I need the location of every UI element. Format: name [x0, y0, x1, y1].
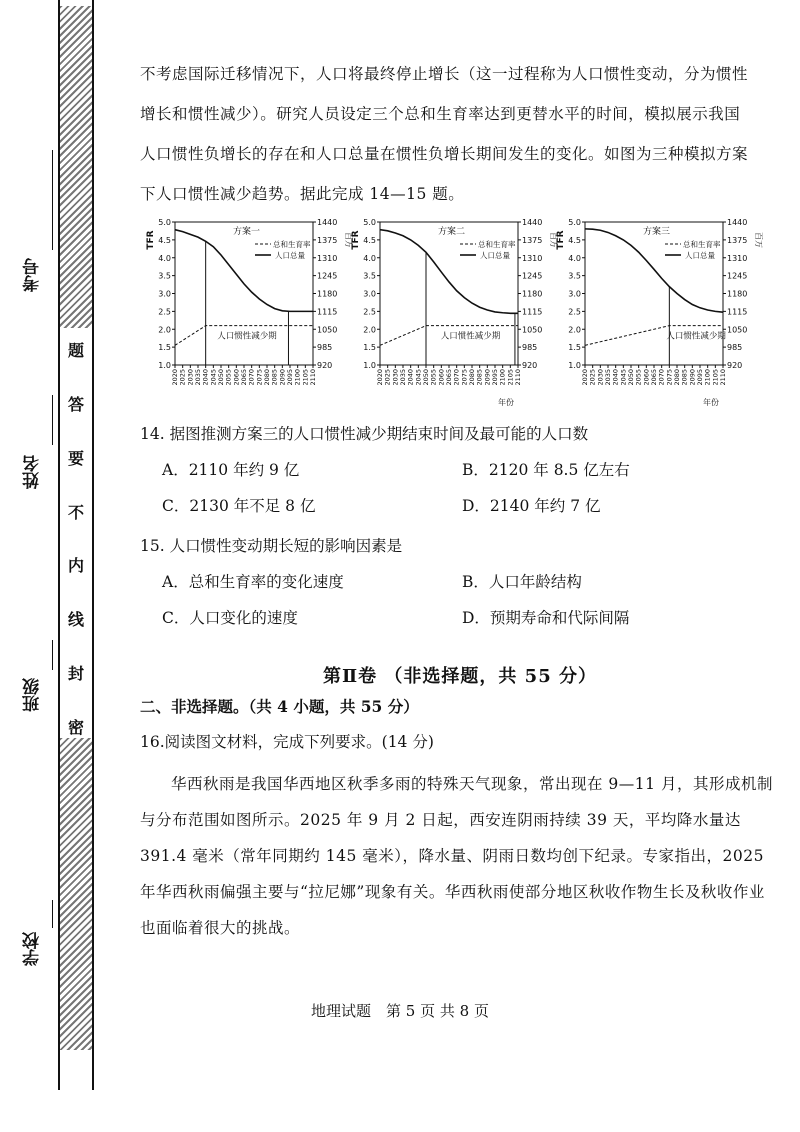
- x-tick-label: 2025: [178, 369, 187, 386]
- school-line: [52, 900, 53, 928]
- chart-scheme-1: [145, 210, 360, 410]
- left-tick-label: 2.5: [158, 307, 171, 317]
- left-tick-label: 1.0: [568, 361, 581, 370]
- left-tick-label: 4.0: [363, 253, 376, 263]
- x-tick-label: 2090: [483, 369, 492, 386]
- q14-option-b[interactable]: B．2120 年 8.5 亿左右: [462, 461, 630, 479]
- x-tick-label: 2080: [263, 369, 271, 386]
- x-tick-label: 2050: [627, 369, 635, 386]
- q15-stem: 15. 人口惯性变动期长短的影响因素是: [140, 537, 403, 555]
- chart-title: 方案二: [438, 227, 466, 237]
- chart-title: 方案三: [643, 227, 671, 237]
- left-tick-label: 3.0: [363, 289, 376, 299]
- class-label: 班级: [23, 678, 43, 712]
- x-tick-label: 2110: [719, 369, 727, 386]
- left-tick-label: 1.0: [158, 361, 171, 370]
- x-tick-label: 2055: [634, 369, 643, 386]
- x-tick-label: 2030: [391, 369, 400, 386]
- x-tick-label: 2105: [711, 369, 720, 386]
- section-2-title: 第Ⅱ卷 （非选择题，共 55 分）: [322, 666, 598, 687]
- right-tick-label: 1115: [522, 307, 543, 317]
- legend-tfr-label: 总和生育率: [478, 240, 516, 249]
- x-tick-label: 2025: [383, 369, 392, 386]
- x-tick-label: 2090: [278, 369, 287, 386]
- x-tick-label: 2105: [301, 369, 310, 386]
- q15-option-c[interactable]: C．人口变化的速度: [162, 609, 298, 627]
- x-tick-label: 2070: [657, 369, 666, 386]
- intro-line: 不考虑国际迁移情况下，人口将最终停止增长（这一过程称为人口惯性变动，分为惯性: [140, 65, 749, 83]
- x-tick-label: 2060: [642, 369, 651, 386]
- x-tick-label: 2050: [217, 369, 225, 386]
- x-tick-label: 2045: [414, 369, 423, 386]
- right-tick-label: 1050: [317, 325, 338, 335]
- x-tick-label: 2110: [309, 369, 317, 386]
- right-tick-label: 920: [727, 361, 743, 370]
- x-tick-label: 2095: [696, 369, 704, 386]
- left-tick-label: 4.5: [158, 235, 171, 245]
- x-tick-label: 2060: [437, 369, 446, 386]
- period-annotation: 人口惯性减少期: [666, 331, 726, 342]
- x-tick-label: 2085: [475, 369, 484, 386]
- chart-scheme-3: [555, 210, 770, 410]
- right-tick-label: 1310: [522, 253, 543, 263]
- binding-strip: [58, 0, 94, 1090]
- name-field[interactable]: [8, 395, 48, 515]
- left-tick-label: 2.0: [363, 325, 376, 335]
- x-tick-label: 2090: [688, 369, 697, 386]
- right-tick-label: 1245: [317, 271, 338, 281]
- right-tick-label: 920: [317, 361, 333, 370]
- left-tick-label: 3.5: [158, 271, 171, 281]
- exam-number-line: [52, 150, 53, 250]
- class-field[interactable]: [8, 640, 48, 720]
- left-tick-label: 3.0: [158, 289, 171, 299]
- x-tick-label: 2020: [581, 369, 589, 386]
- x-tick-label: 2100: [498, 369, 507, 386]
- right-tick-label: 1180: [727, 289, 748, 299]
- seal-char: 内: [67, 556, 84, 576]
- right-tick-label: 1050: [727, 325, 748, 335]
- seal-text: [60, 338, 92, 738]
- right-tick-label: 1375: [522, 235, 543, 245]
- right-tick-label: 1245: [522, 271, 543, 281]
- right-axis-label: 百万: [754, 232, 763, 248]
- left-tick-label: 3.5: [568, 271, 581, 281]
- x-tick-label: 2035: [194, 369, 202, 386]
- right-tick-label: 985: [727, 343, 743, 353]
- left-tick-label: 1.0: [363, 361, 376, 370]
- x-tick-label: 2110: [514, 369, 522, 386]
- right-tick-label: 1310: [317, 253, 338, 263]
- left-tick-label: 2.5: [363, 307, 376, 317]
- left-tick-label: 3.0: [568, 289, 581, 299]
- q14-stem: 14. 据图推测方案三的人口惯性减少期结束时间及最可能的人口数: [140, 425, 589, 443]
- school-label: 学校: [23, 932, 43, 966]
- left-axis-label: TFR: [351, 230, 361, 250]
- left-tick-label: 1.5: [363, 343, 376, 353]
- x-tick-label: 2020: [376, 369, 384, 386]
- q15-option-a[interactable]: A．总和生育率的变化速度: [162, 573, 344, 591]
- left-tick-label: 1.5: [568, 343, 581, 353]
- right-tick-label: 1115: [727, 307, 748, 317]
- seal-char: 不: [67, 502, 84, 522]
- name-line: [52, 395, 53, 445]
- left-tick-label: 2.5: [568, 307, 581, 317]
- seal-char: 要: [67, 448, 84, 468]
- x-tick-label: 2065: [445, 369, 453, 386]
- right-tick-label: 1310: [727, 253, 748, 263]
- x-tick-label: 2075: [255, 369, 264, 386]
- charts-area: [145, 210, 785, 410]
- x-tick-label: 2020: [171, 369, 179, 386]
- x-tick-label: 2065: [650, 369, 658, 386]
- x-axis-label: 年份: [703, 398, 719, 407]
- q14-option-c[interactable]: C．2130 年不足 8 亿: [162, 497, 316, 515]
- x-tick-label: 2100: [293, 369, 302, 386]
- x-tick-label: 2100: [703, 369, 712, 386]
- q15-option-d[interactable]: D．预期寿命和代际间隔: [462, 609, 630, 627]
- hatch-top: [60, 6, 92, 328]
- seal-char: 线: [67, 610, 84, 630]
- chart-title: 方案一: [233, 227, 261, 237]
- right-axis-label: 百万: [549, 232, 558, 248]
- x-tick-label: 2040: [611, 369, 620, 386]
- right-tick-label: 1180: [317, 289, 338, 299]
- school-field[interactable]: [8, 900, 48, 970]
- x-tick-label: 2035: [604, 369, 612, 386]
- legend-tfr-label: 总和生育率: [683, 240, 721, 249]
- right-tick-label: 920: [522, 361, 538, 370]
- x-tick-label: 2065: [240, 369, 248, 386]
- x-tick-label: 2095: [491, 369, 499, 386]
- x-tick-label: 2075: [665, 369, 674, 386]
- left-axis-label: TFR: [556, 230, 566, 250]
- chart-scheme-2: [350, 210, 565, 410]
- x-tick-label: 2045: [619, 369, 628, 386]
- legend-pop-label: 人口总量: [275, 251, 305, 260]
- legend-tfr-label: 总和生育率: [273, 240, 311, 249]
- right-tick-label: 1440: [317, 218, 338, 227]
- intro-line: 人口惯性负增长的存在和人口总量在惯性负增长期间发生的变化。如图为三种模拟方案: [140, 145, 749, 163]
- x-tick-label: 2095: [286, 369, 294, 386]
- right-tick-label: 1375: [727, 235, 748, 245]
- x-tick-label: 2070: [247, 369, 256, 386]
- section-2-heading: 二、非选择题。（共 4 小题，共 55 分）: [140, 697, 419, 716]
- left-axis-label: TFR: [146, 230, 156, 250]
- seal-char: 封: [67, 664, 84, 684]
- questions: [140, 416, 780, 946]
- left-tick-label: 5.0: [568, 218, 581, 227]
- q14-options: [140, 452, 780, 524]
- left-tick-label: 4.5: [363, 235, 376, 245]
- right-tick-label: 1115: [317, 307, 338, 317]
- x-tick-label: 2085: [270, 369, 279, 386]
- seal-char: 答: [67, 394, 84, 414]
- q14-option-d[interactable]: D．2140 年约 7 亿: [462, 497, 601, 515]
- q15-option-b[interactable]: B．人口年龄结构: [462, 573, 582, 591]
- main-content: [140, 54, 780, 214]
- intro-line: 增长和惯性减少）。研究人员设定三个总和生育率达到更替水平的时间，模拟展示我国: [140, 105, 741, 123]
- x-tick-label: 2055: [224, 369, 233, 386]
- legend-pop-label: 人口总量: [480, 251, 510, 260]
- x-tick-label: 2040: [201, 369, 210, 386]
- right-tick-label: 1440: [727, 218, 748, 227]
- left-tick-label: 4.5: [568, 235, 581, 245]
- x-tick-label: 2080: [468, 369, 476, 386]
- exam-number-field[interactable]: [8, 150, 48, 310]
- x-tick-label: 2070: [452, 369, 461, 386]
- x-tick-label: 2075: [460, 369, 469, 386]
- right-tick-label: 1180: [522, 289, 543, 299]
- page-footer: 地理试题 第 5 页 共 8 页: [311, 1002, 489, 1020]
- right-tick-label: 1245: [727, 271, 748, 281]
- x-tick-label: 2055: [429, 369, 438, 386]
- right-tick-label: 1440: [522, 218, 543, 227]
- x-axis-label: 年份: [498, 398, 514, 407]
- x-tick-label: 2030: [596, 369, 605, 386]
- q14-option-a[interactable]: A．2110 年约 9 亿: [162, 461, 300, 479]
- left-tick-label: 4.0: [568, 253, 581, 263]
- left-tick-label: 1.5: [158, 343, 171, 353]
- x-tick-label: 2105: [506, 369, 515, 386]
- period-annotation: 人口惯性减少期: [440, 331, 501, 342]
- seal-char: 题: [67, 341, 84, 360]
- exam-number-label: 考号: [23, 258, 43, 292]
- right-tick-label: 1375: [317, 235, 338, 245]
- left-tick-label: 5.0: [158, 218, 171, 227]
- q15-options: [140, 564, 780, 636]
- right-tick-label: 1050: [522, 325, 543, 335]
- legend-pop-label: 人口总量: [685, 251, 715, 260]
- left-tick-label: 2.0: [568, 325, 581, 335]
- x-tick-label: 2045: [209, 369, 218, 386]
- x-tick-label: 2050: [422, 369, 430, 386]
- x-tick-label: 2040: [406, 369, 415, 386]
- q16-material: 华西秋雨是我国华西地区秋季多雨的特殊天气现象，常出现在 9—11 月，其形成机制与分布范围如图所示。2025 年 9 月 2 日起，西安连阴雨持续 39 天，平均降水量达 391.4 毫米（常年同期约 145 毫米），降水量、阴雨日数均创下纪录。专家指出，2025 年华西秋雨偏强主要与“拉尼娜”现象有关。华西秋雨使部分地区秋收作物生长及秋收作业也面临着很大的挑战。: [140, 775, 773, 937]
- q16-stem: 16.阅读图文材料，完成下列要求。(14 分): [140, 733, 434, 751]
- right-tick-label: 985: [317, 343, 333, 353]
- right-axis-label: 百万: [344, 232, 353, 248]
- x-tick-label: 2085: [680, 369, 689, 386]
- period-annotation: 人口惯性减少期: [217, 331, 277, 342]
- name-label: 姓名: [23, 455, 43, 489]
- x-tick-label: 2060: [232, 369, 241, 386]
- left-tick-label: 4.0: [158, 253, 171, 263]
- x-tick-label: 2035: [399, 369, 407, 386]
- intro-line: 下人口惯性减少趋势。据此完成 14—15 题。: [140, 185, 465, 203]
- x-tick-label: 2030: [186, 369, 195, 386]
- left-tick-label: 3.5: [363, 271, 376, 281]
- x-tick-label: 2080: [673, 369, 681, 386]
- seal-char: 密: [67, 717, 84, 737]
- class-line: [52, 640, 53, 670]
- right-tick-label: 985: [522, 343, 538, 353]
- left-tick-label: 2.0: [158, 325, 171, 335]
- left-tick-label: 5.0: [363, 218, 376, 227]
- x-tick-label: 2025: [588, 369, 597, 386]
